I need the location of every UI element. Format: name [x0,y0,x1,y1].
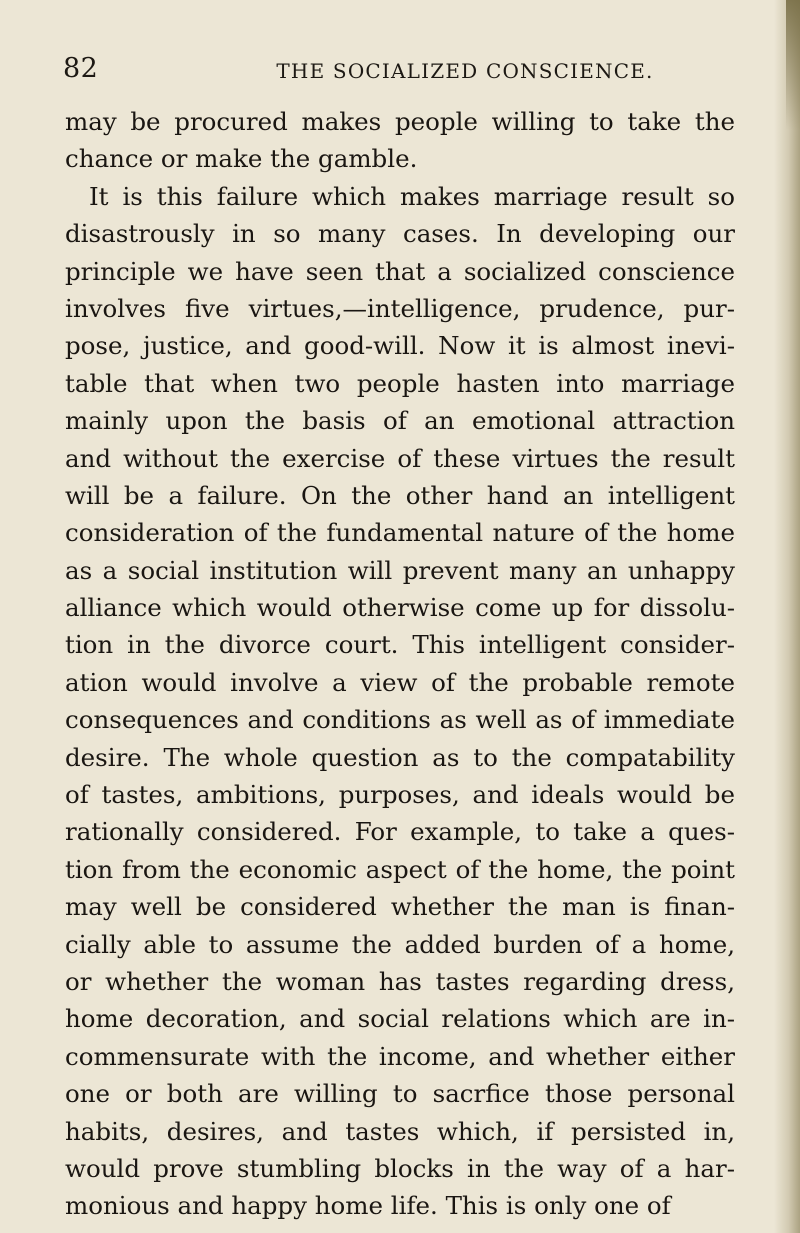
text-line: monious and happy home life. This is only one of [65,1191,671,1221]
text-line: ation would involve a view of the probable remote [65,667,735,697]
text-line: involves five virtues,—intelligence, prudence, pur- [65,293,735,323]
page-edge-shadow [774,0,800,1233]
text-line: home decoration, and social relations which are in- [65,1004,735,1034]
text-line: tion from the economic aspect of the home, the point [65,854,735,884]
text-line: cially able to assume the added burden of a home, [65,929,735,959]
text-line: tion in the divorce court. This intelligent consider- [65,630,735,660]
text-line: consequences and conditions as well as of immediate [65,705,735,735]
text-line: of tastes, ambitions, purposes, and ideals would be [65,780,735,810]
text-line: will be a failure. On the other hand an intelligent [65,480,735,510]
text-line: alliance which would otherwise come up for dissolu- [65,593,735,623]
text-line: and without the exercise of these virtues the result [65,443,735,473]
text-line: may be procured makes people willing to take the [65,107,735,136]
text-line: disastrously in so many cases. In developing our [65,219,735,249]
text-line: chance or make the gamble. [65,144,418,174]
text-line: It is this failure which makes marriage result so [89,181,735,211]
text-line: consideration of the fundamental nature of the home [65,518,735,548]
text-line: pose, justice, and good-will. Now it is almost inevi- [65,331,735,361]
text-line: one or both are willing to sacrfice those personal [65,1079,735,1109]
text-line: habits, desires, and tastes which, if persisted in, [65,1116,735,1146]
text-line: as a social institution will prevent many an unhappy [65,555,735,585]
text-line: mainly upon the basis of an emotional attraction [65,406,735,436]
running-head: THE SOCIALIZED CONSCIENCE. [276,59,654,83]
page-header [0,44,800,84]
body-text [65,103,735,1225]
text-line: principle we have seen that a socialized conscience [65,256,735,286]
text-line: table that when two people hasten into marriage [65,368,735,398]
text-line: rationally considered. For example, to take a ques- [65,817,735,847]
text-line: commensurate with the income, and whether either [65,1041,735,1071]
text-line: may well be considered whether the man is finan- [65,892,735,922]
text-line: or whether the woman has tastes regarding dress, [65,966,735,996]
text-line: would prove stumbling blocks in the way of a har- [65,1153,735,1183]
text-line: desire. The whole question as to the compatability [65,742,735,772]
page-number: 82 [63,53,99,84]
